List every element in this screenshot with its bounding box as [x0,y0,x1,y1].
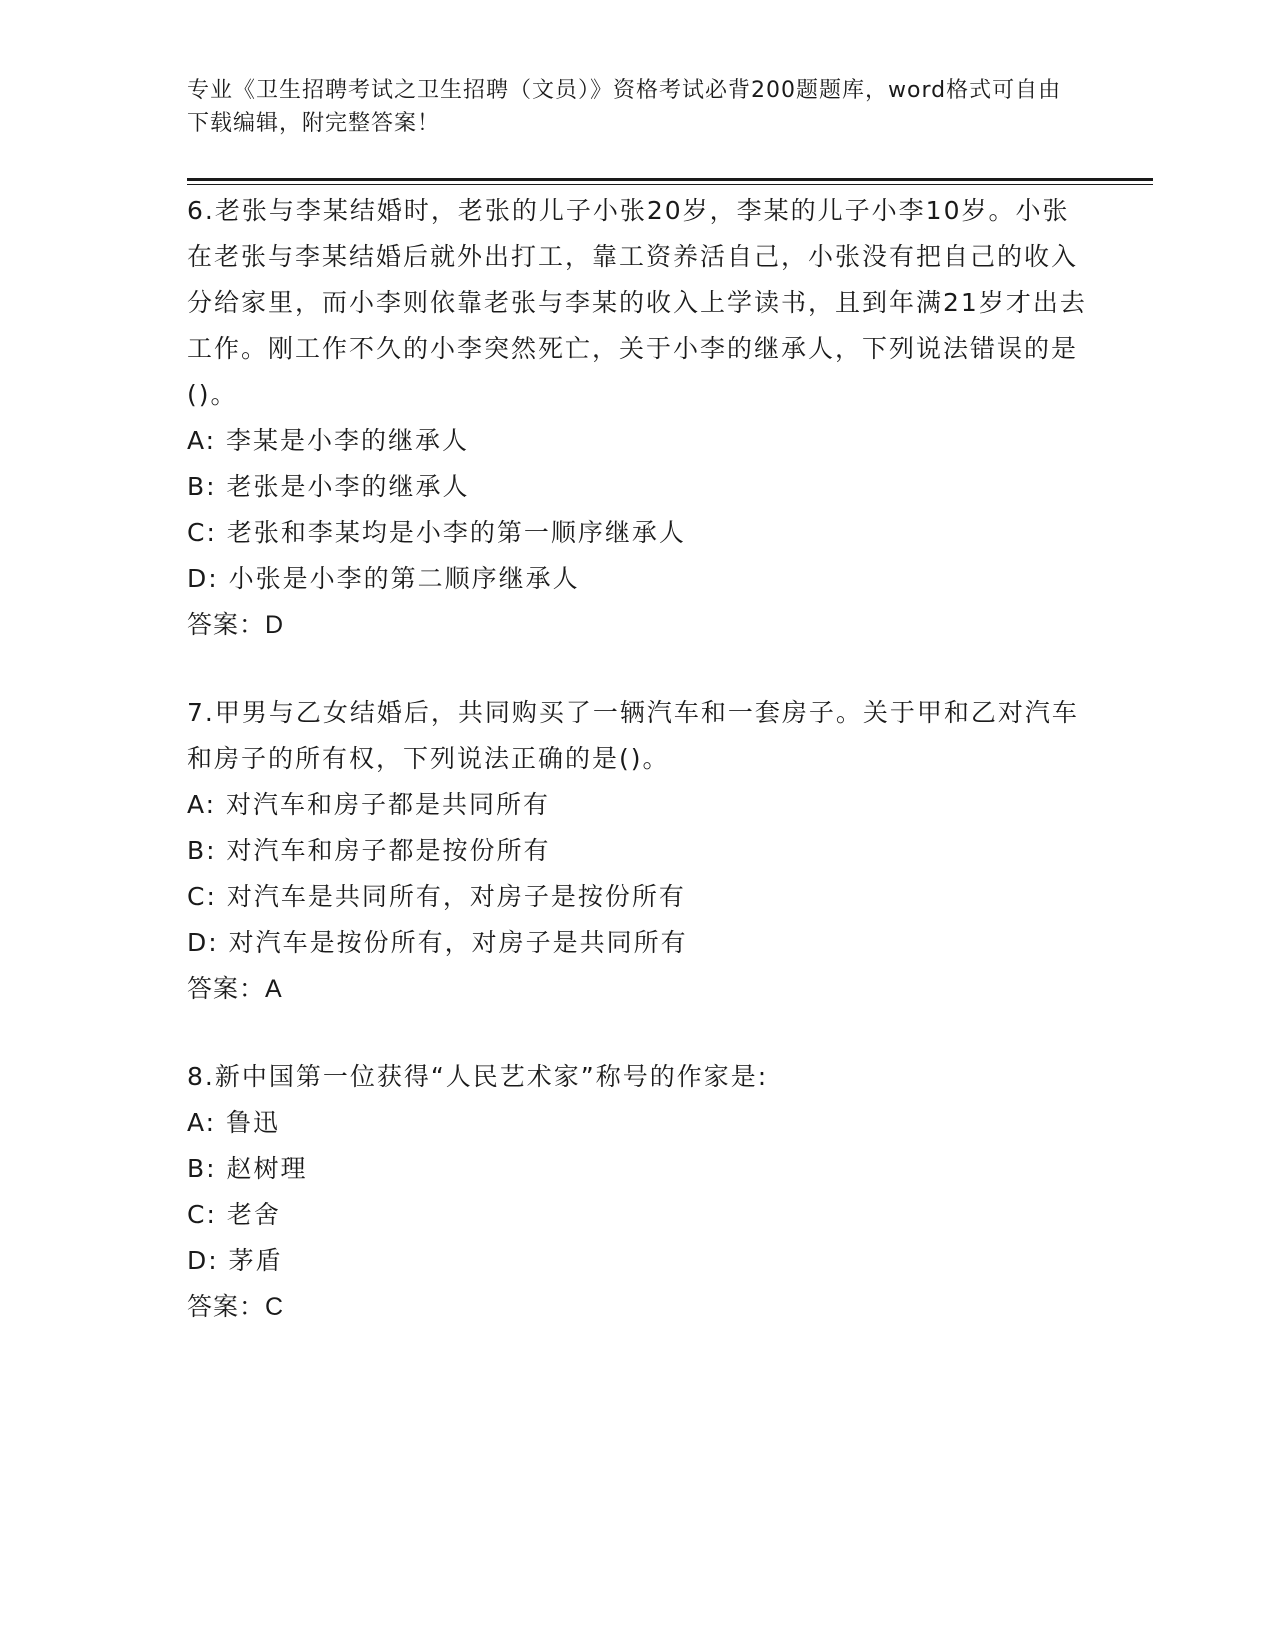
option-d: D: 对汽车是按份所有，对房子是共同所有 [187,928,688,957]
option-c: C: 老舍 [187,1200,281,1229]
option-d: D: 小张是小李的第二顺序继承人 [187,564,580,593]
answer: 答案：D [187,611,285,639]
option-a: A: 对汽车和房子都是共同所有 [187,790,551,819]
answer: 答案：C [187,1293,285,1321]
option-a: A: 鲁迅 [187,1108,281,1137]
question-6 [187,188,1087,648]
option-b: B: 老张是小李的继承人 [187,472,470,501]
option-c: C: 对汽车是共同所有，对房子是按份所有 [187,882,686,911]
question-stem: 8.新中国第一位获得“人民艺术家”称号的作家是: [187,1062,769,1091]
question-stem: 7.甲男与乙女结婚后，共同购买了一辆汽车和一套房子。关于甲和乙对汽车和房子的所有权，下列说法正确的是()。 [187,698,1079,773]
option-d: D: 茅盾 [187,1246,283,1275]
answer: 答案：A [187,975,283,1003]
option-b: B: 对汽车和房子都是按份所有 [187,836,551,865]
document-header: 专业《卫生招聘考试之卫生招聘（文员）》资格考试必背200题题库，word格式可自由下载编辑，附完整答案！ [187,78,1062,136]
question-8 [187,1054,1087,1330]
option-c: C: 老张和李某均是小李的第一顺序继承人 [187,518,686,547]
header-rule-thin [187,184,1153,185]
header-rule-thick [187,178,1153,181]
question-7 [187,690,1087,1012]
option-b: B: 赵树理 [187,1154,308,1183]
option-a: A: 李某是小李的继承人 [187,426,470,455]
question-stem: 6.老张与李某结婚时，老张的儿子小张20岁，李某的儿子小李10岁。小张在老张与李某结婚后就外出打工，靠工资养活自己，小张没有把自己的收入分给家里，而小李则依靠老张与李某的收入上学读书，且到年满21岁才出去工作。刚工作不久的小李突然死亡，关于小李的继承人，下列说法错误的是()。 [187,196,1087,409]
